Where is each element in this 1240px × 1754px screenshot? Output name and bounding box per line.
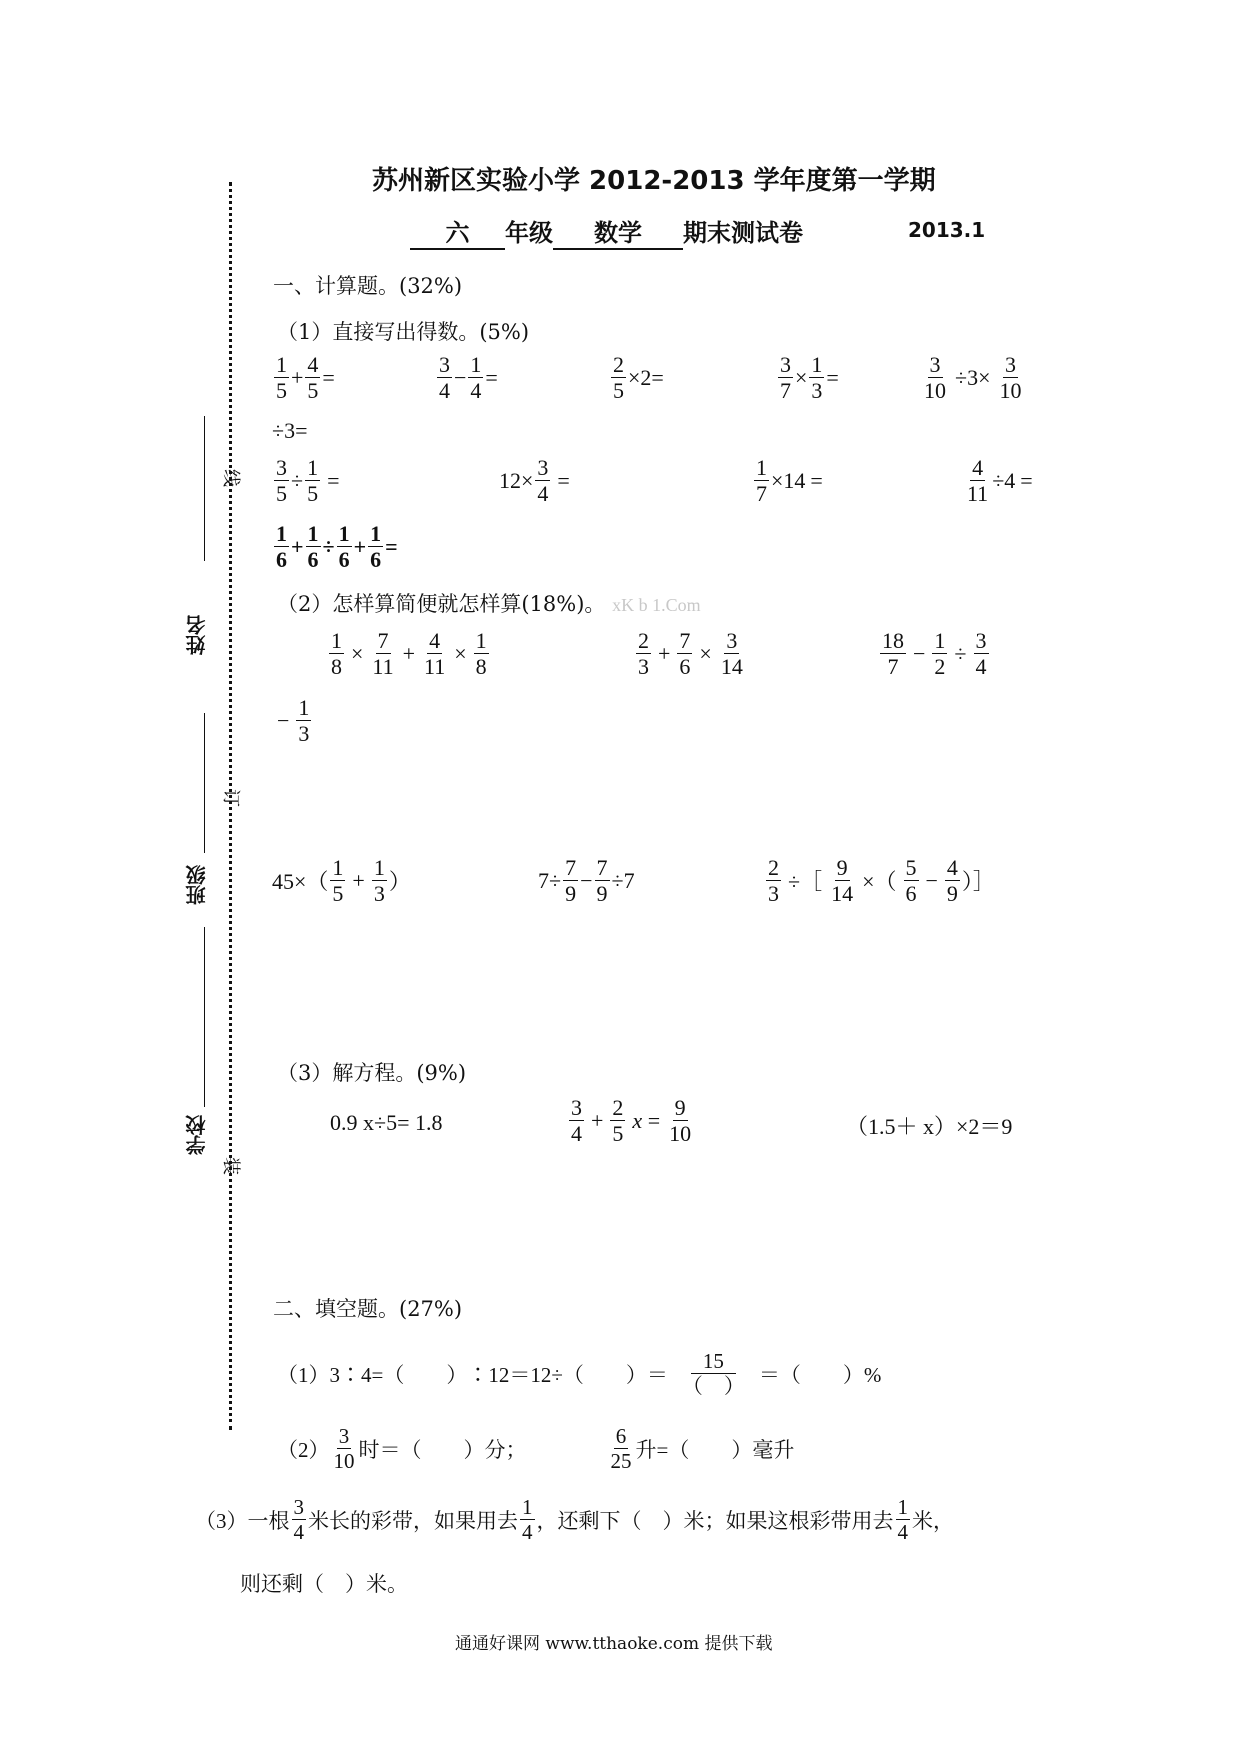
equation-1: 0.9 x÷5= 1.8 <box>330 1110 443 1135</box>
part2-heading-text: （2）怎样算简便就怎样算(18%)。 <box>277 592 606 616</box>
binding-char-zhuang: 装 <box>220 1157 241 1175</box>
fill-q3-cont: 则还剩（ ）米。 <box>240 1572 408 1596</box>
name-label: 姓名 <box>185 615 209 655</box>
exam-date: 2013.1 <box>908 218 986 242</box>
section2-heading: 二、填空题。(27%) <box>273 1297 463 1321</box>
exam-name: 期末测试卷 <box>683 219 803 247</box>
footer-source: 通通好课网 www.tthaoke.com 提供下载 <box>455 1634 773 1654</box>
equation-3: （1.5＋ x）×2＝9 <box>846 1114 1013 1139</box>
fill-q3-text-d: 米， <box>912 1508 954 1533</box>
calc-5: $\frac{3}{10}$ ÷3× $\frac{3}{10}$ <box>924 352 1022 404</box>
school-blank-line <box>204 927 205 1107</box>
fill-q2-text-a: （2） <box>277 1437 330 1462</box>
grade-suffix: 年级 <box>505 219 553 247</box>
fill-q1-den: （ ） <box>681 1374 745 1399</box>
simplify-1: $\frac{1}{8}$ × $\frac{7}{11}$ + $\frac{4}{11}$ × $\frac{1}{8}$ <box>331 628 487 680</box>
calc-8: $\frac{1}{7}$ ×14 = <box>756 455 823 507</box>
simplify-3: $\frac{18}{7}$ − $\frac{1}{2}$ ÷ $\frac{3}{4}$ <box>882 628 987 680</box>
page-title: 苏州新区实验小学 2012-2013 学年度第一学期 <box>372 166 936 196</box>
calc-3: $\frac{2}{5}$ ×2= <box>613 352 664 404</box>
part1-heading: （1）直接写出得数。(5%) <box>277 320 530 344</box>
fill-q2-text-b: 时＝（ ）分； <box>358 1437 527 1462</box>
section1-heading: 一、计算题。(32%) <box>273 274 463 298</box>
fill-q3-text-a: （3）一根 <box>195 1508 290 1533</box>
calc-4: $\frac{3}{7}$ × $\frac{1}{3}$ = <box>780 352 839 404</box>
watermark: xK b 1.Com <box>612 595 701 615</box>
binding-char-xian: 线 <box>220 469 241 487</box>
calc-9: $\frac{4}{11}$ ÷4 = <box>967 455 1033 507</box>
fill-q2-text-c: 升=（ ）毫升 <box>635 1437 795 1462</box>
calc-2: $\frac{3}{4}$ − $\frac{1}{4}$ = <box>439 352 498 404</box>
subject-value: 数学 <box>553 213 683 250</box>
fill-q1-text-b: ＝（ ）% <box>758 1362 882 1387</box>
calc-6: $\frac{3}{5}$ ÷ $\frac{1}{5}$ = <box>276 455 340 507</box>
fill-q1 <box>277 1349 881 1398</box>
fill-q3-text-c: ，还剩下（ ）米；如果这根彩带用去 <box>536 1508 894 1533</box>
simplify-6: $\frac{2}{3}$ ÷［ $\frac{9}{14}$ ×（ $\frac{5}{6}$ − $\frac{4}{9}$ ）］ <box>768 855 995 907</box>
equation-2: $\frac{3}{4}$ + $\frac{2}{5}$ x = $\frac{9}{10}$ <box>571 1095 692 1147</box>
school-label: 学校 <box>185 1115 209 1155</box>
calc-7: 12× $\frac{3}{4}$ = <box>499 455 570 507</box>
grade-value: 六 <box>410 213 505 250</box>
simplify-3-cont: − $\frac{1}{3}$ <box>277 695 310 747</box>
simplify-4: 45×（ $\frac{1}{5}$ + $\frac{1}{3}$ ） <box>272 855 411 907</box>
binding-char-ding: 订 <box>220 789 241 807</box>
class-blank-line <box>204 713 205 853</box>
calc-1: $\frac{1}{5}$ + $\frac{4}{5}$ = <box>276 352 335 404</box>
fill-q1-num: 15 <box>691 1349 736 1374</box>
calc-10: $\frac{1}{6}$ + $\frac{1}{6}$ ÷ $\frac{1}{6}$ + $\frac{1}{6}$ = <box>276 521 398 573</box>
class-label: 班级 <box>185 865 209 905</box>
fill-q1-text-a: （1）3∶4=（ ）∶12＝12÷（ ）＝ <box>277 1362 668 1387</box>
part3-heading: （3）解方程。(9%) <box>277 1061 467 1085</box>
fill-q2: （2） $\frac{3}{10}$ 时＝（ ）分； $\frac{6}{25}$ 升=（ ）毫升 <box>277 1424 795 1474</box>
calc-5-cont: ÷3= <box>272 418 308 443</box>
fill-q3-text-b: 米长的彩带，如果用去 <box>308 1508 518 1533</box>
fill-q3: （3）一根 $\frac{3}{4}$ 米长的彩带，如果用去 $\frac{1}{4}$ ，还剩下（ ）米；如果这根彩带用去 $\frac{1}{4}$ 米， <box>195 1495 954 1545</box>
simplify-5: 7÷ $\frac{7}{9}$ − $\frac{7}{9}$ ÷7 <box>538 855 635 907</box>
exam-subtitle <box>410 213 803 250</box>
simplify-2: $\frac{2}{3}$ + $\frac{7}{6}$ × $\frac{3}{14}$ <box>638 628 743 680</box>
part2-heading <box>277 588 701 618</box>
name-blank-line <box>204 416 205 561</box>
